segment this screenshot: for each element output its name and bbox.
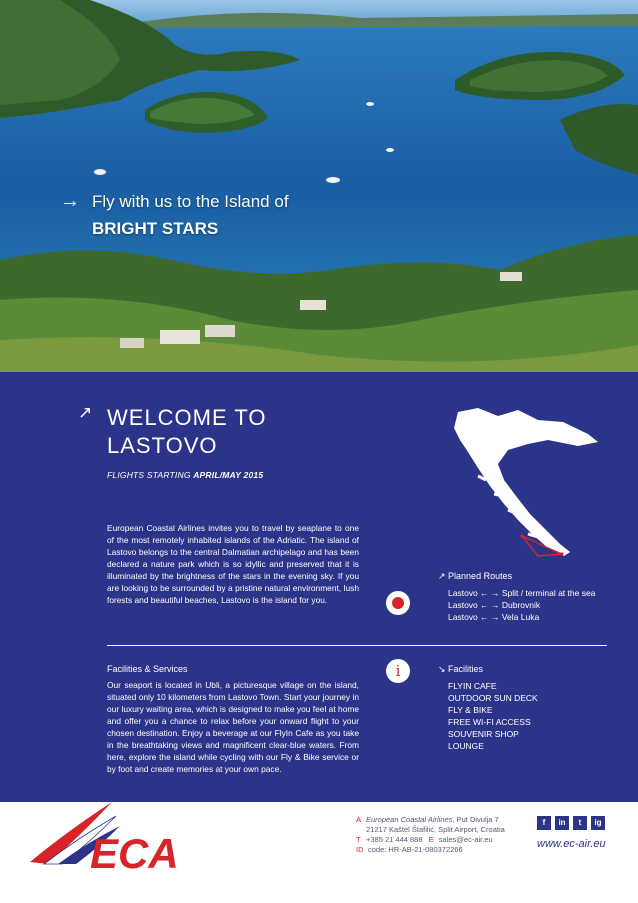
email-link[interactable]: sales@ec-air.eu [438, 835, 493, 844]
twitter-icon[interactable]: t [573, 816, 587, 830]
subtitle-date: APRIL/MAY 2015 [193, 470, 264, 480]
facilities-list [448, 680, 538, 752]
instagram-icon[interactable]: ig [591, 816, 605, 830]
list-item: OUTDOOR SUN DECK [448, 693, 538, 703]
route-item: Lastovo ← → Split / terminal at the sea [448, 588, 596, 598]
facebook-icon[interactable]: f [537, 816, 551, 830]
phone-number[interactable]: +385 21 444 888 [366, 835, 423, 844]
linkedin-icon[interactable]: in [555, 816, 569, 830]
subtitle-prefix: FLIGHTS STARTING [107, 470, 194, 480]
flights-start-subtitle [107, 470, 263, 480]
list-item: LOUNGE [448, 741, 484, 751]
intro-paragraph: European Coastal Airlines invites you to travel by seaplane to one of the most remotely inhabited islands of the Adriatic. The island of Lastovo belongs to the central Dalmatian archipelago and has been declared a nature park which is so idyllic and preserved that it is illuminated by the brightness of the stars in the evening sky. If you are looking to be surrounded by a pristine natural environment, lush forests and beautiful beaches, Lastovo is the island for you. [107, 523, 359, 605]
footer [0, 802, 638, 903]
phone-label: T [356, 835, 361, 844]
info-icon: i [386, 659, 410, 683]
company-id: code: HR-AB-21-080372266 [368, 845, 463, 854]
section-divider [107, 645, 607, 646]
hero-tagline: Fly with us to the Island of [92, 192, 289, 211]
company-name: European Coastal Airlines [366, 815, 453, 824]
island-bay-photo [0, 0, 638, 372]
id-label: ID [356, 845, 364, 854]
arrow-right-icon: → [60, 190, 80, 212]
social-links [537, 816, 605, 830]
content-panel [0, 372, 638, 802]
list-item: SOUVENIR SHOP [448, 729, 519, 739]
logo-text: ECA [90, 830, 179, 877]
map-pin-icon [386, 591, 410, 615]
email-label: E [428, 835, 434, 844]
services-heading: Facilities & Services [107, 664, 188, 674]
routes-list [448, 587, 595, 623]
address-label: A [356, 815, 362, 824]
list-item: FREE WI-FI ACCESS [448, 717, 531, 727]
hero-image [0, 0, 638, 372]
routes-heading: ↗ Planned Routes [438, 571, 513, 581]
route-item: Lastovo ← → Dubrovnik [448, 600, 541, 610]
address-street: , Put Divulja 7 [452, 815, 499, 824]
croatia-map-icon [438, 406, 608, 566]
facilities-heading: ↘ Facilities [438, 664, 484, 674]
eca-logo[interactable] [26, 802, 196, 897]
website-link[interactable]: www.ec-air.eu [537, 838, 606, 850]
route-item: Lastovo ← → Vela Luka [448, 612, 540, 622]
list-item: FLY & BIKE [448, 705, 493, 715]
page-title: WELCOME TO LASTOVO [107, 405, 267, 458]
contact-block [356, 815, 505, 855]
arrow-up-right-icon: ↗ [78, 403, 93, 422]
address-city: 21217 Kaštel Štafilić, Split Airport, Croatia [366, 825, 505, 834]
list-item: FLYIN CAFE [448, 681, 497, 691]
hero-tagline-bold: BRIGHT STARS [92, 219, 219, 238]
services-paragraph: Our seaport is located in Ubli, a picturesque village on the island, situated only 10 kilometers from Lastovo Town. Start your journey in our luxury waiting area, which is designed to make you feel at home and offer you a chance to relax before your onward flight to your chosen destination. Enjoy a beverage at our FlyIn Cafe as you take in the breathtaking views and magnificent clear-blue waters. From here, explore the island while cycling with our Fly & Bike service or by foot and create memories at your own pace. [107, 680, 359, 774]
